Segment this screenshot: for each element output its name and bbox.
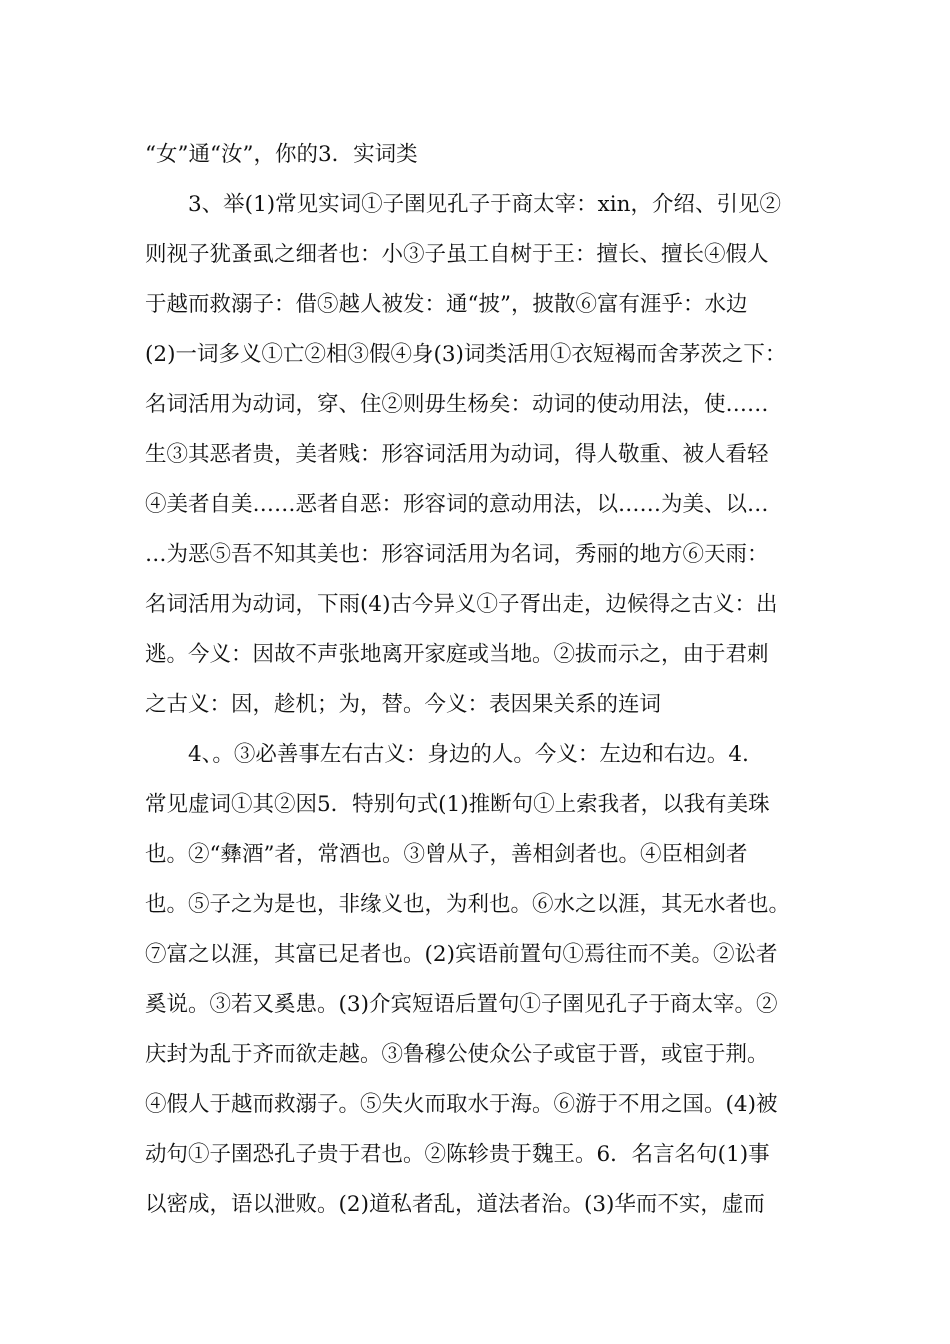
text-line: 生③其恶者贵，美者贱：形容词活用为动词，得人敬重、被人看轻 xyxy=(145,442,769,467)
text-line: 名词活用为动词，下雨(4)古今异义①子胥出走，边候得之古义：出 xyxy=(145,592,778,617)
text-line: (2)一词多义①亡②相③假④身(3)词类活用①衣短褐而舍茅茨之下： xyxy=(145,342,787,367)
text-line: 常见虚词①其②因5．特别句式(1)推断句①上索我者，以我有美珠 xyxy=(145,792,770,817)
text-line: ⑦富之以涯，其富已足者也。(2)宾语前置句①焉往而不美。②讼者 xyxy=(145,942,778,967)
text-line: 也。②“彝酒”者，常酒也。③曾从子，善相剑者也。④臣相剑者 xyxy=(145,842,748,867)
text-line: 于越而救溺子：借⑤越人被发：通“披”，披散⑥富有涯乎：水边 xyxy=(145,292,748,317)
paragraph-start-line: 3、举(1)常见实词①子圉见孔子于商太宰：xin，介绍、引见② xyxy=(188,192,781,217)
text-line: …为恶⑤吾不知其美也：形容词活用为名词，秀丽的地方⑥天雨： xyxy=(145,542,769,567)
document-body xyxy=(145,130,825,1230)
text-line: “女”通“汝”，你的3．实词类 xyxy=(145,142,418,167)
text-line: 也。⑤子之为是也，非缘义也，为利也。⑥水之以涯，其无水者也。 xyxy=(145,892,791,917)
text-line: ④美者自美……恶者自恶：形容词的意动用法，以……为美、以… xyxy=(145,492,769,517)
text-line: 庆封为乱于齐而欲走越。③鲁穆公使众公子或宦于晋，或宦于荆。 xyxy=(145,1042,769,1067)
text-line: 动句①子圉恐孔子贵于君也。②陈轸贵于魏王。6．名言名句(1)事 xyxy=(145,1142,770,1167)
text-line: 则视子犹蚤虱之细者也：小③子虽工自树于王：擅长、擅长④假人 xyxy=(145,242,769,267)
text-line: 之古义：因，趁机；为，替。今义：表因果关系的连词 xyxy=(145,692,662,717)
paragraph-start-line: 4、。③必善事左右古义：身边的人。今义：左边和右边。4． xyxy=(188,742,764,767)
text-line: 奚说。③若又奚患。(3)介宾短语后置句①子圉见孔子于商太宰。② xyxy=(145,992,778,1017)
text-line: 以密成，语以泄败。(2)道私者乱，道法者治。(3)华而不实，虚而 xyxy=(145,1192,765,1217)
text-line: 逃。今义：因故不声张地离开家庭或当地。②拔而示之，由于君刺 xyxy=(145,642,769,667)
text-line: 名词活用为动词，穿、住②则毋生杨矣：动词的使动用法，使…… xyxy=(145,392,769,417)
text-line: ④假人于越而救溺子。⑤失火而取水于海。⑥游于不用之国。(4)被 xyxy=(145,1092,778,1117)
